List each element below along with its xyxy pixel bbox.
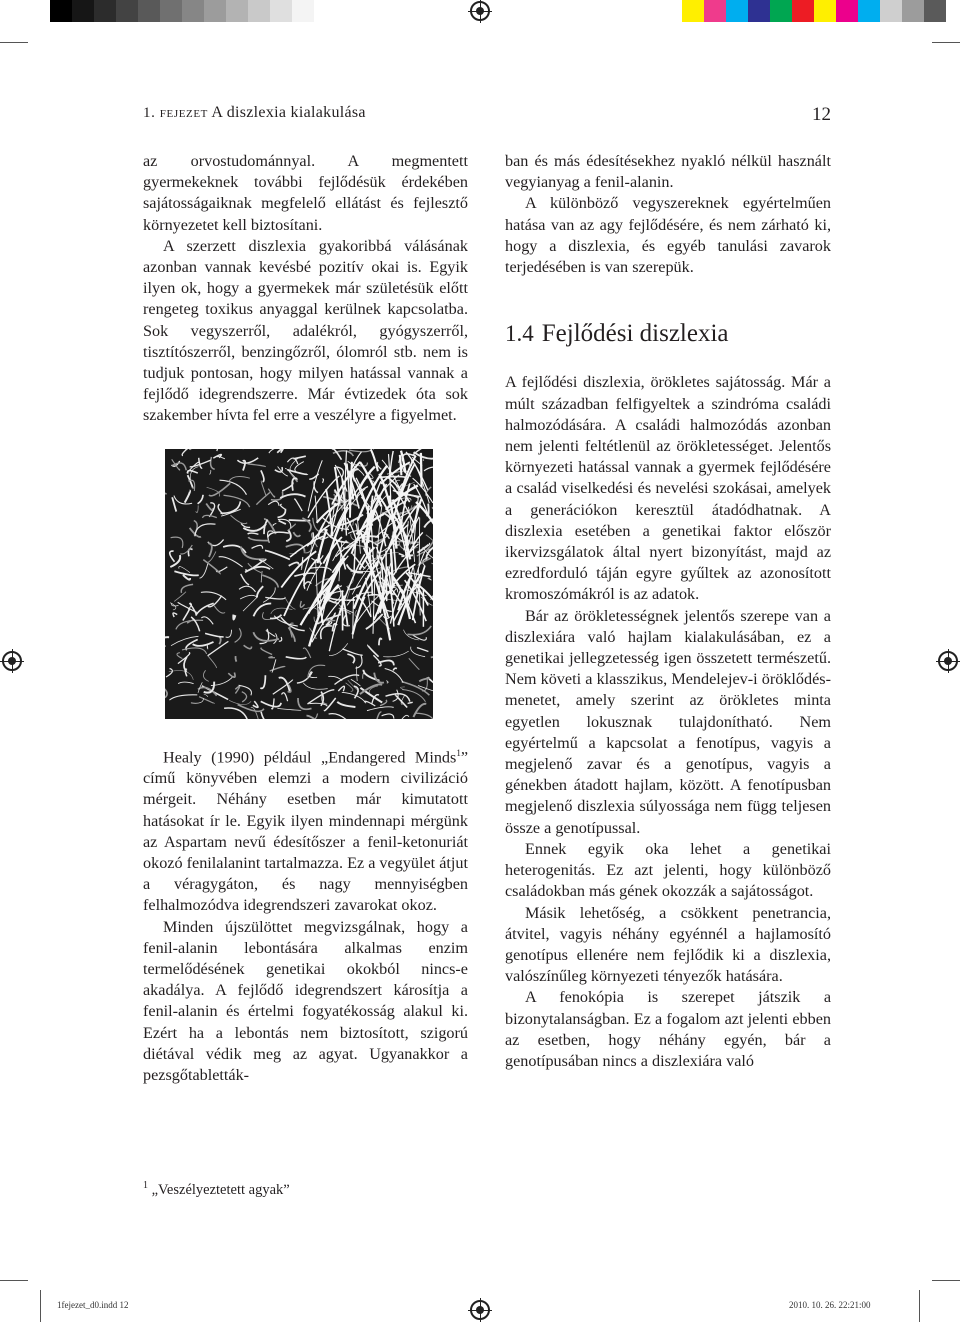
paragraph-text: Healy (1990) például „Endangered Minds xyxy=(163,748,457,767)
color-swatch xyxy=(204,0,226,22)
color-swatch xyxy=(748,0,770,22)
footnote xyxy=(143,1180,290,1199)
color-swatch xyxy=(924,0,946,22)
paragraph xyxy=(143,743,468,917)
paragraph: Minden újszülöttet megvizsgálnak, hogy a fenil-alanin lebontására alkalmas enzim termelődésének genetikai okokból nincs-e akadálya. A fejlődő idegrendszert károsítja a fenil-alanin és értelmi fogyatékosság alakul ki. Ezért ha a lebontás nem biztosított, szigorú diétával védik meg az agyat. Ugyanakkor a pezsgőtabletták- xyxy=(143,917,468,1085)
crop-mark xyxy=(932,1280,960,1281)
registration-mark-right xyxy=(938,651,958,671)
running-header xyxy=(143,104,831,132)
page-number: 12 xyxy=(812,104,831,125)
color-calibration-bar xyxy=(682,0,946,22)
color-swatch xyxy=(704,0,726,22)
color-swatch xyxy=(814,0,836,22)
registration-mark-bottom xyxy=(470,1300,490,1320)
slug-timestamp: 2010. 10. 26. 22:21:00 xyxy=(789,1300,871,1310)
registration-mark-left xyxy=(2,651,22,671)
color-swatch xyxy=(792,0,814,22)
color-swatch xyxy=(182,0,204,22)
illustration-image xyxy=(165,449,433,719)
grey-calibration-bar xyxy=(50,0,314,22)
color-swatch xyxy=(836,0,858,22)
crop-mark xyxy=(0,42,28,43)
color-swatch xyxy=(138,0,160,22)
footnote-number: 1 xyxy=(143,1180,148,1191)
paragraph: A szerzett diszlexia gyakoribbá válásának azonban vannak kevésbé pozitív okai is. Egyik ilyen ok, hogy a gyermekek már születésük előtt rengeteg toxikus anyaggal kerülnek kapcsolatba. Sok vegyszerről, adalékról, gyógyszerről, tisztítószerről, benzingőzről, ólomról stb. nem is tudjuk pontosan, hogy milyen hatással vannak a fejlődő idegrendszerre. Már évtizedek óta sok szakember hívta fel erre a veszélyre a figyelmet. xyxy=(143,236,468,425)
color-swatch xyxy=(770,0,792,22)
color-swatch xyxy=(116,0,138,22)
illustration-texture xyxy=(165,449,433,719)
color-swatch xyxy=(72,0,94,22)
color-swatch xyxy=(270,0,292,22)
color-swatch xyxy=(858,0,880,22)
section-number: 1.4 xyxy=(505,321,534,347)
paragraph: Másik lehetőség, a csökkent penetrancia, átvitel, vagyis néhány egyénnél a hajlamosító genotípus ellenére nem fejlődik ki a diszlexia, valószínűleg környezeti tényezők hatására. xyxy=(505,903,831,986)
color-swatch xyxy=(160,0,182,22)
crop-mark xyxy=(932,42,960,43)
paragraph: Ennek egyik oka lehet a genetikai heterogenitás. Ez azt jelenti, hogy különböző családokban más gének okozzák a sajátosságot. xyxy=(505,839,831,901)
paragraph: A fejlődési diszlexia, örökletes sajátosság. Már a múlt században felfigyeltek a szindróma családi halmozódására. A családi halmozódás azonban nem jelenti feltétlenül az örökletességet. Jelentős környezeti hatással vannak a gyermek fejlődésére a család viselkedési és nevelési szokásai, amelyek a generációkon keresztül átadódhatnak. A diszlexia esetében a genetikai faktor először ikervizsgálatok által nyert bizonyítást, majd az ezredforduló táján egyre gyűltek az azonosított kromoszómákról is az adatok. xyxy=(505,373,831,604)
color-swatch xyxy=(726,0,748,22)
crop-mark xyxy=(0,1280,28,1281)
paragraph: ban és más édesítésekhez nyakló nélkül használt vegyianyag a fenil-alanin. xyxy=(505,152,831,192)
left-column xyxy=(143,151,468,1086)
slug-file-name: 1fejezet_d0.indd 12 xyxy=(57,1300,129,1310)
color-swatch xyxy=(880,0,902,22)
section-heading xyxy=(505,320,831,348)
paragraph: Bár az örökletességnek jelentős szerepe van a diszlexiára való hajlam kialakulásában, ez a genetikai jellegzetesség igen összetett természetű. Nem követi a klasszikus, Mendelejev-i öröklődés-menetet, amely szerint az örökletes minta egyetlen lokusznak tulajdonítható. Nem egyértelmű a kapcsolat a fenotípus, vagyis a megjelenő zavar és a genotípus, vagyis a génekben átadott hajlam, között. A fenotípusban megjelenő diszlexia súlyossága nem függ teljesen össze a genotípussal. xyxy=(505,606,831,837)
registration-mark-top xyxy=(470,1,490,21)
crop-mark xyxy=(40,1290,41,1322)
paragraph: az orvostudománnyal. A megmentett gyermekeknek további fejlődésük érdekében sajátosságaiknak megfelelő ellátást és fejlesztő környezetet kell biztosítani. xyxy=(143,152,468,234)
color-swatch xyxy=(682,0,704,22)
color-swatch xyxy=(226,0,248,22)
color-swatch xyxy=(902,0,924,22)
footnote-ref: 1 xyxy=(456,747,461,758)
paragraph-text: ” című könyvében elemzi a modern civilizáció mérgeit. Néhány esetben már kimutatott hatásokat ír le. Egyik ilyen mindennapi mérgünk az Aspartam nevű édesítőszer a fenil-ketonuriát okozó fenilalanint tartalmazza. Ez a vegyület átjut a véragygáton, és nagy mennyiségben felhalmozódva idegrendszeri zavarokat okoz. xyxy=(143,748,468,915)
paragraph: A fenokópia is szerepet játszik a bizonytalanságban. Ez a fogalom azt jelenti ebben az esetben, hogy néhány egyén, bár a genotípusában nincs a diszlexiára való xyxy=(505,988,831,1070)
crop-mark xyxy=(919,1290,920,1322)
chapter-title: A diszlexia kialakulása xyxy=(211,104,366,121)
color-swatch xyxy=(248,0,270,22)
chapter-label: 1. fejezet xyxy=(143,105,208,121)
right-column xyxy=(505,151,831,1072)
footnote-text: „Veszélyeztetett agyak” xyxy=(151,1181,290,1198)
color-swatch xyxy=(94,0,116,22)
paragraph: A különböző vegyszereknek egyértelműen hatása van az agy fejlődésére, és nem zárható ki, hogy a diszlexia, és egyéb tanulási zavarok terjedésében is van szerepük. xyxy=(505,194,831,277)
section-title: Fejlődési diszlexia xyxy=(541,320,729,348)
color-swatch xyxy=(50,0,72,22)
chapter-heading xyxy=(143,104,366,121)
color-swatch xyxy=(292,0,314,22)
